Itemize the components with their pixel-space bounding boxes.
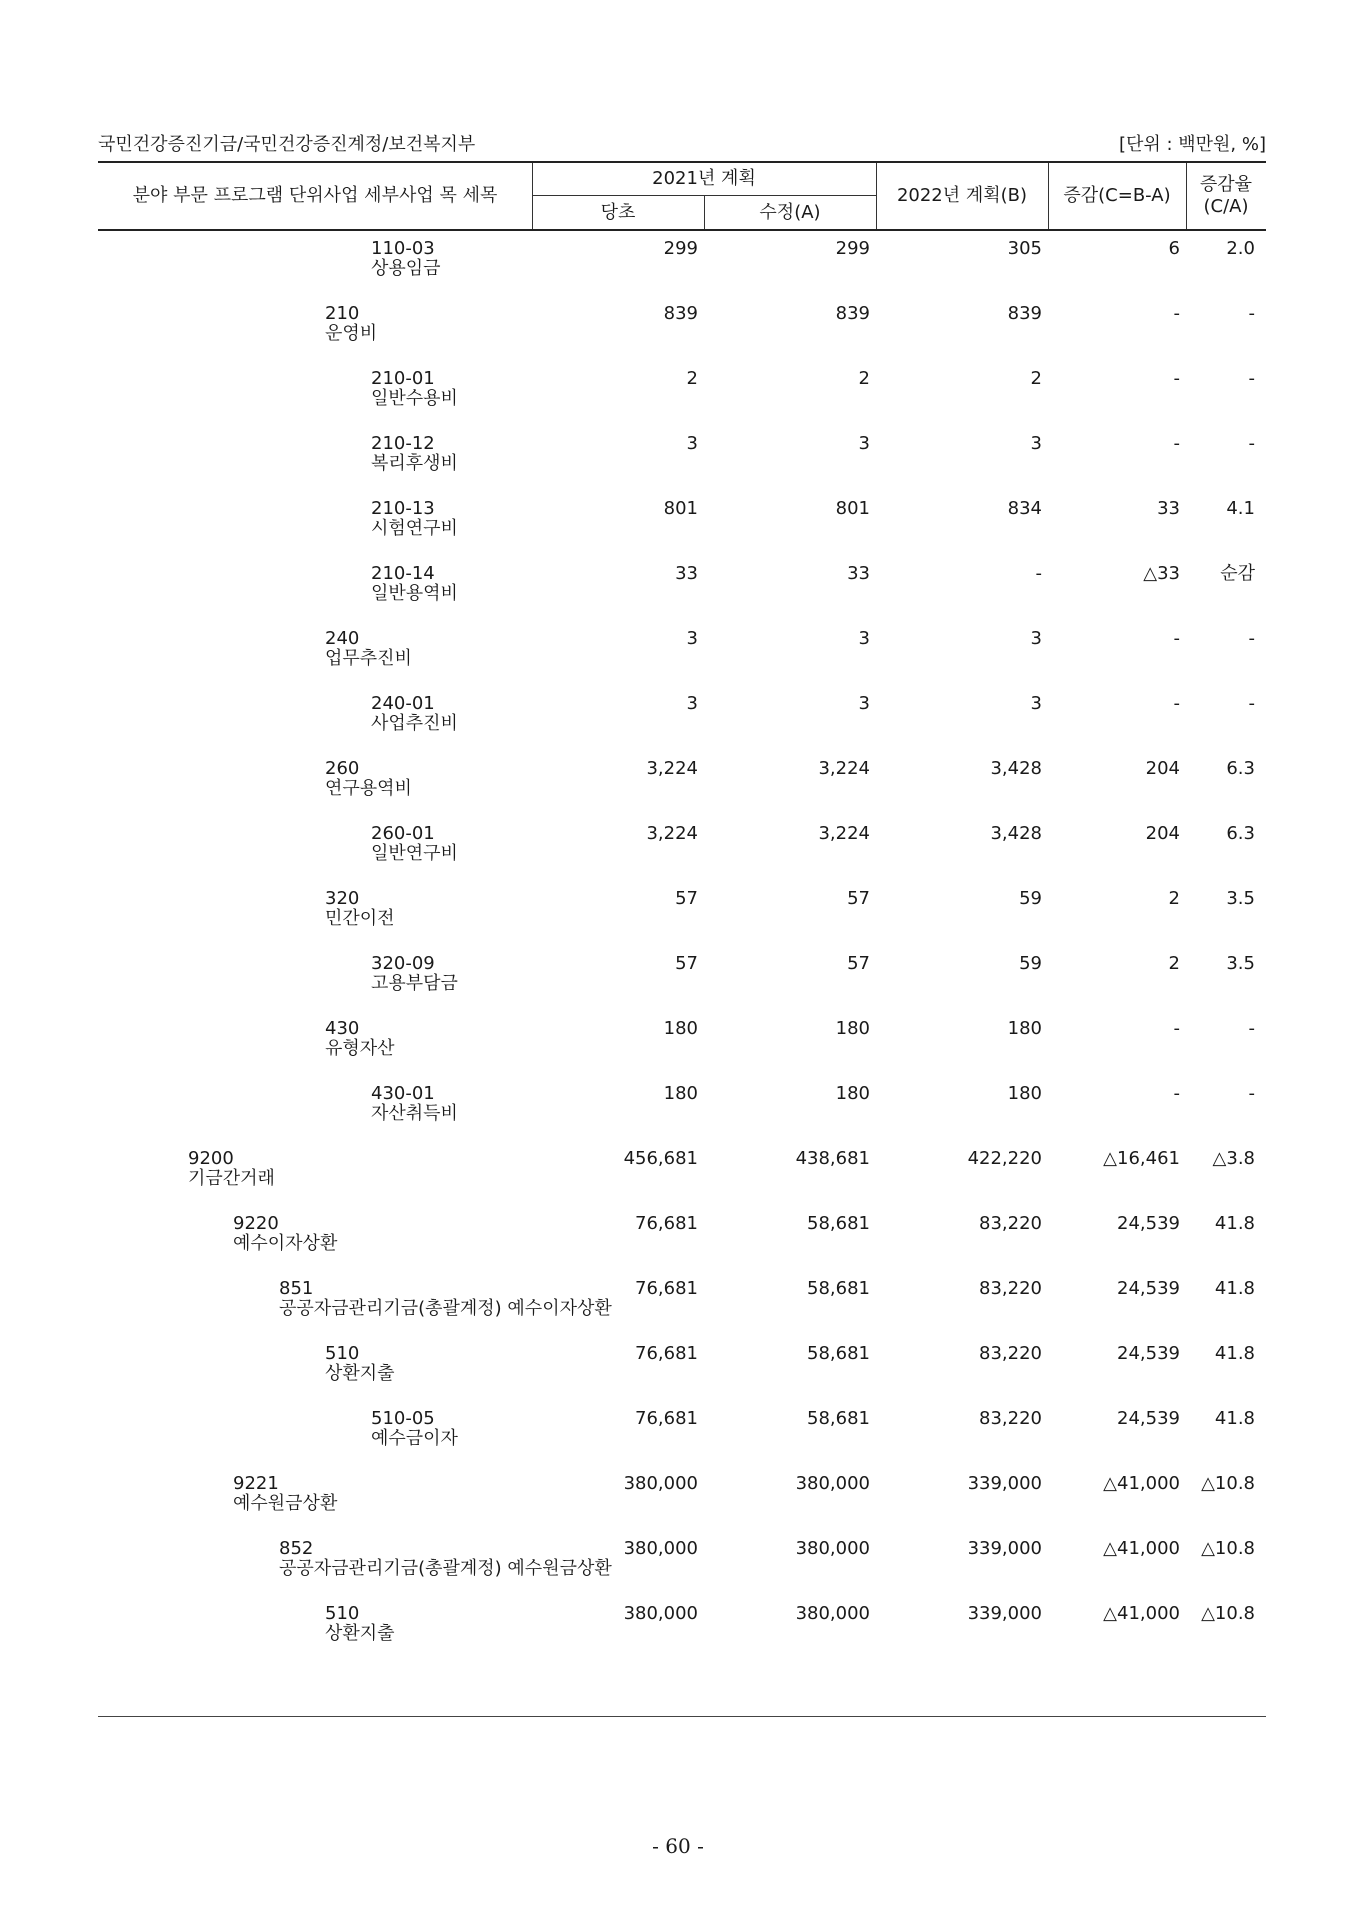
table-caption <box>98 132 1266 158</box>
cell-plan-2022: 83,220 <box>979 1408 1042 1429</box>
cell-revised: 380,000 <box>795 1603 870 1624</box>
table-title: 국민건강증진기금/국민건강증진계정/보건복지부 <box>98 134 476 155</box>
cell-change: - <box>1173 303 1180 324</box>
item-name: 예수원금상환 <box>233 1493 338 1514</box>
item-code: 510 <box>325 1343 360 1364</box>
cell-rate: 3.5 <box>1226 953 1255 974</box>
cell-original: 180 <box>663 1018 698 1039</box>
header-rate-line2: (C/A) <box>1203 196 1249 217</box>
item-code: 210-13 <box>371 498 435 519</box>
item-name: 시험연구비 <box>371 518 458 539</box>
cell-plan-2022: 339,000 <box>967 1473 1042 1494</box>
page-number: - 60 - <box>652 1834 704 1858</box>
item-name: 일반용역비 <box>371 583 458 604</box>
cell-rate: 41.8 <box>1214 1408 1255 1429</box>
cell-revised: 58,681 <box>807 1343 870 1364</box>
item-name: 업무추진비 <box>325 648 412 669</box>
table-row <box>0 433 1356 493</box>
item-name: 상환지출 <box>325 1363 395 1384</box>
cell-original: 180 <box>663 1083 698 1104</box>
cell-revised: 299 <box>835 238 870 259</box>
cell-revised: 380,000 <box>795 1473 870 1494</box>
cell-change: △41,000 <box>1103 1473 1180 1494</box>
header-revised: 수정(A) <box>759 201 821 223</box>
item-name: 공공자금관리기금(총괄계정) 예수이자상환 <box>279 1298 612 1319</box>
cell-plan-2022: 59 <box>1019 953 1042 974</box>
cell-original: 380,000 <box>623 1473 698 1494</box>
cell-original: 3,224 <box>646 823 698 844</box>
cell-plan-2022: 83,220 <box>979 1213 1042 1234</box>
table-row <box>0 1083 1356 1143</box>
cell-plan-2022: 3,428 <box>990 758 1042 779</box>
table-row <box>0 563 1356 623</box>
item-name: 상환지출 <box>325 1623 395 1644</box>
cell-plan-2022: 83,220 <box>979 1343 1042 1364</box>
cell-plan-2022: 3 <box>1030 628 1042 649</box>
header-rate-line1: 증감율 <box>1199 174 1253 195</box>
item-name: 예수이자상환 <box>233 1233 338 1254</box>
cell-change: - <box>1173 368 1180 389</box>
item-code: 852 <box>279 1538 314 1559</box>
item-code: 210-01 <box>371 368 435 389</box>
item-name: 민간이전 <box>325 908 395 929</box>
cell-rate: - <box>1248 628 1255 649</box>
item-code: 240 <box>325 628 360 649</box>
header-plan-2021: 2021년 계획 <box>652 168 756 189</box>
cell-revised: 438,681 <box>795 1148 870 1169</box>
cell-rate: △10.8 <box>1201 1473 1255 1494</box>
item-name: 예수금이자 <box>371 1428 458 1449</box>
cell-change: △41,000 <box>1103 1538 1180 1559</box>
cell-change: 24,539 <box>1117 1213 1180 1234</box>
table-row <box>0 1473 1356 1533</box>
cell-rate: 6.3 <box>1226 758 1255 779</box>
cell-original: 299 <box>663 238 698 259</box>
cell-plan-2022: 3,428 <box>990 823 1042 844</box>
table-row <box>0 1148 1356 1208</box>
cell-plan-2022: 305 <box>1007 238 1042 259</box>
table-row <box>0 238 1356 298</box>
cell-original: 3 <box>686 628 698 649</box>
cell-plan-2022: 180 <box>1007 1083 1042 1104</box>
cell-plan-2022: 834 <box>1007 498 1042 519</box>
table-row <box>0 628 1356 688</box>
table-row <box>0 1343 1356 1403</box>
cell-rate: 41.8 <box>1214 1343 1255 1364</box>
item-code: 510 <box>325 1603 360 1624</box>
item-code: 9200 <box>188 1148 234 1169</box>
cell-original: 3,224 <box>646 758 698 779</box>
cell-plan-2022: 3 <box>1030 693 1042 714</box>
cell-original: 3 <box>686 693 698 714</box>
item-code: 110-03 <box>371 238 435 259</box>
table-row <box>0 823 1356 883</box>
cell-change: 33 <box>1157 498 1180 519</box>
cell-plan-2022: 83,220 <box>979 1278 1042 1299</box>
cell-change: 204 <box>1145 758 1180 779</box>
item-code: 210 <box>325 303 360 324</box>
cell-rate: - <box>1248 1018 1255 1039</box>
cell-rate: - <box>1248 1083 1255 1104</box>
cell-original: 76,681 <box>635 1213 698 1234</box>
cell-plan-2022: 339,000 <box>967 1603 1042 1624</box>
cell-revised: 58,681 <box>807 1278 870 1299</box>
item-code: 851 <box>279 1278 314 1299</box>
cell-original: 839 <box>663 303 698 324</box>
item-code: 9220 <box>233 1213 279 1234</box>
item-code: 260-01 <box>371 823 435 844</box>
cell-revised: 3 <box>858 628 870 649</box>
table-row <box>0 1538 1356 1598</box>
cell-revised: 839 <box>835 303 870 324</box>
item-name: 자산취득비 <box>371 1103 458 1124</box>
cell-rate: △10.8 <box>1201 1603 1255 1624</box>
cell-original: 57 <box>675 888 698 909</box>
cell-original: 380,000 <box>623 1603 698 1624</box>
cell-original: 3 <box>686 433 698 454</box>
cell-rate: - <box>1248 303 1255 324</box>
item-code: 510-05 <box>371 1408 435 1429</box>
table-header <box>98 161 1266 231</box>
table-row <box>0 498 1356 558</box>
header-classification: 분야 부문 프로그램 단위사업 세부사업 목 세목 <box>132 185 498 206</box>
cell-rate: - <box>1248 693 1255 714</box>
item-name: 일반수용비 <box>371 388 458 409</box>
cell-change: 6 <box>1168 238 1180 259</box>
item-name: 기금간거래 <box>188 1168 275 1189</box>
cell-original: 76,681 <box>635 1343 698 1364</box>
table-row <box>0 1408 1356 1468</box>
cell-revised: 3,224 <box>818 823 870 844</box>
bottom-rule <box>98 1716 1266 1717</box>
cell-original: 380,000 <box>623 1538 698 1559</box>
cell-original: 2 <box>686 368 698 389</box>
item-code: 320 <box>325 888 360 909</box>
item-code: 430 <box>325 1018 360 1039</box>
cell-revised: 33 <box>847 563 870 584</box>
item-name: 복리후생비 <box>371 453 458 474</box>
table-row <box>0 368 1356 428</box>
table-row <box>0 953 1356 1013</box>
item-name: 고용부담금 <box>371 973 458 994</box>
item-code: 320-09 <box>371 953 435 974</box>
header-plan-2022: 2022년 계획(B) <box>896 185 1028 206</box>
cell-rate: 41.8 <box>1214 1278 1255 1299</box>
cell-change: 204 <box>1145 823 1180 844</box>
cell-plan-2022: 180 <box>1007 1018 1042 1039</box>
item-name: 일반연구비 <box>371 843 458 864</box>
cell-change: - <box>1173 693 1180 714</box>
cell-revised: 3,224 <box>818 758 870 779</box>
cell-original: 76,681 <box>635 1408 698 1429</box>
item-name: 연구용역비 <box>325 778 412 799</box>
cell-plan-2022: 59 <box>1019 888 1042 909</box>
cell-change: 24,539 <box>1117 1408 1180 1429</box>
cell-change: △16,461 <box>1103 1148 1180 1169</box>
cell-plan-2022: 2 <box>1030 368 1042 389</box>
cell-rate: - <box>1248 433 1255 454</box>
header-rate <box>1186 163 1266 229</box>
cell-revised: 3 <box>858 433 870 454</box>
cell-change: - <box>1173 1083 1180 1104</box>
cell-rate: 3.5 <box>1226 888 1255 909</box>
item-code: 210-14 <box>371 563 435 584</box>
cell-revised: 57 <box>847 953 870 974</box>
cell-revised: 801 <box>835 498 870 519</box>
cell-plan-2022: 839 <box>1007 303 1042 324</box>
cell-revised: 57 <box>847 888 870 909</box>
header-original: 당초 <box>600 201 636 223</box>
cell-plan-2022: 339,000 <box>967 1538 1042 1559</box>
cell-rate: △10.8 <box>1201 1538 1255 1559</box>
cell-revised: 2 <box>858 368 870 389</box>
cell-revised: 58,681 <box>807 1408 870 1429</box>
cell-change: - <box>1173 1018 1180 1039</box>
cell-change: 24,539 <box>1117 1278 1180 1299</box>
cell-change: - <box>1173 628 1180 649</box>
cell-rate: - <box>1248 368 1255 389</box>
cell-original: 76,681 <box>635 1278 698 1299</box>
cell-original: 456,681 <box>623 1148 698 1169</box>
header-change: 증감(C=B-A) <box>1063 185 1171 206</box>
cell-change: 2 <box>1168 953 1180 974</box>
table-row <box>0 1278 1356 1338</box>
table-row <box>0 1018 1356 1078</box>
cell-original: 57 <box>675 953 698 974</box>
cell-rate: 2.0 <box>1226 238 1255 259</box>
cell-revised: 3 <box>858 693 870 714</box>
table-row <box>0 1213 1356 1273</box>
table-row <box>0 888 1356 948</box>
cell-plan-2022: - <box>1035 563 1042 584</box>
cell-change: 24,539 <box>1117 1343 1180 1364</box>
item-name: 유형자산 <box>325 1038 395 1059</box>
table-row <box>0 1603 1356 1663</box>
item-code: 260 <box>325 758 360 779</box>
cell-revised: 180 <box>835 1018 870 1039</box>
item-name: 공공자금관리기금(총괄계정) 예수원금상환 <box>279 1558 612 1579</box>
item-name: 상용임금 <box>371 258 441 279</box>
cell-revised: 180 <box>835 1083 870 1104</box>
cell-change: - <box>1173 433 1180 454</box>
unit-label: [단위 : 백만원, %] <box>1118 134 1266 155</box>
cell-plan-2022: 422,220 <box>967 1148 1042 1169</box>
item-code: 430-01 <box>371 1083 435 1104</box>
cell-change: 2 <box>1168 888 1180 909</box>
table-row <box>0 303 1356 363</box>
item-name: 운영비 <box>325 323 378 344</box>
table-row <box>0 693 1356 753</box>
cell-rate: 41.8 <box>1214 1213 1255 1234</box>
cell-rate: 순감 <box>1220 563 1255 584</box>
cell-rate: 4.1 <box>1226 498 1255 519</box>
table-row <box>0 758 1356 818</box>
cell-original: 801 <box>663 498 698 519</box>
item-name: 사업추진비 <box>371 713 458 734</box>
cell-revised: 380,000 <box>795 1538 870 1559</box>
cell-revised: 58,681 <box>807 1213 870 1234</box>
cell-rate: 6.3 <box>1226 823 1255 844</box>
cell-original: 33 <box>675 563 698 584</box>
cell-change: △33 <box>1143 563 1180 584</box>
cell-change: △41,000 <box>1103 1603 1180 1624</box>
item-code: 240-01 <box>371 693 435 714</box>
cell-plan-2022: 3 <box>1030 433 1042 454</box>
item-code: 210-12 <box>371 433 435 454</box>
cell-rate: △3.8 <box>1212 1148 1255 1169</box>
item-code: 9221 <box>233 1473 279 1494</box>
